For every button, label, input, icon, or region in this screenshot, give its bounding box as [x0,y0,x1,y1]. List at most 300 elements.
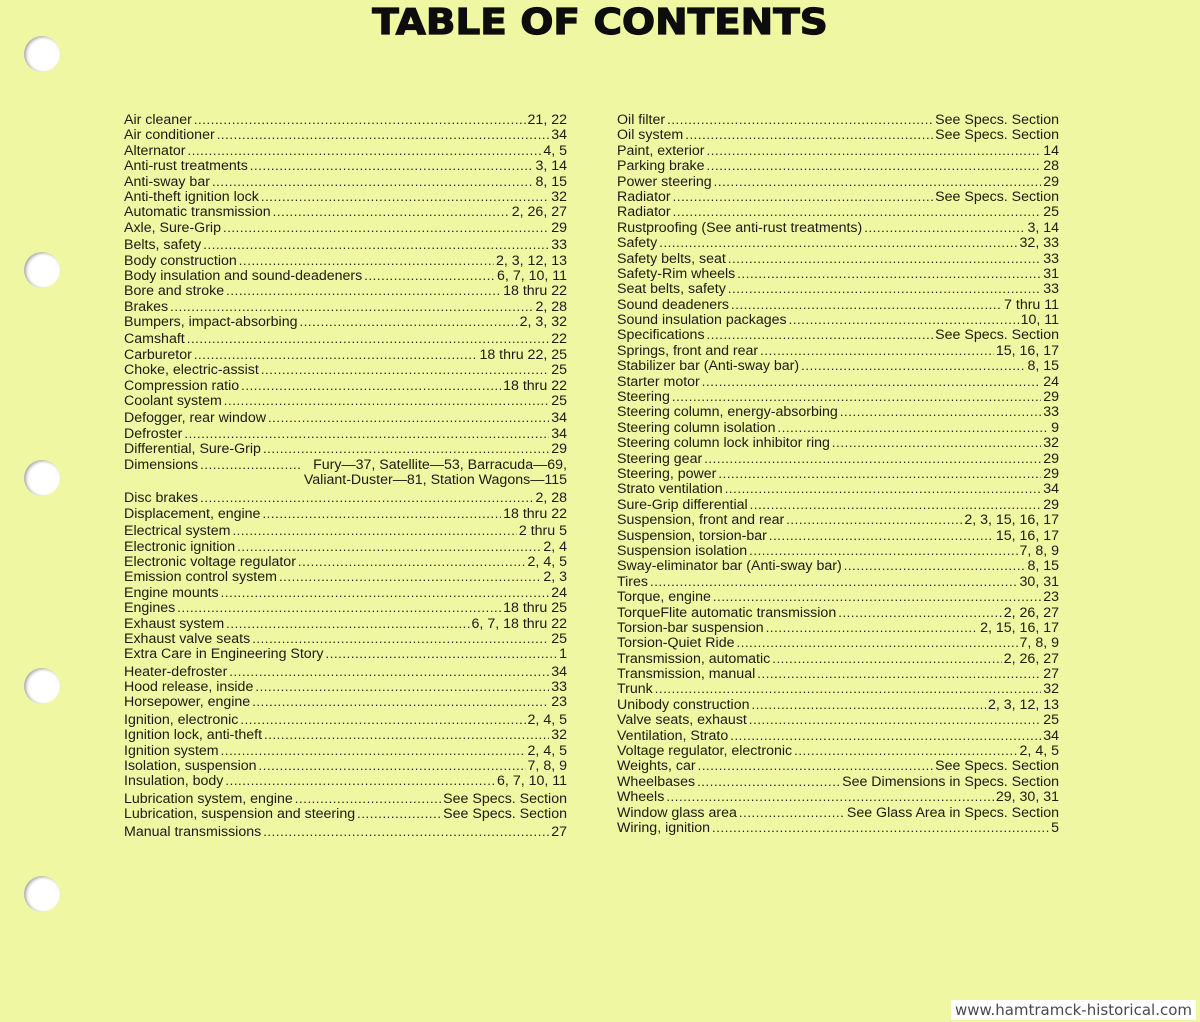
index-entry-label: Sound deadeners [617,296,730,313]
index-entry-label: Safety [617,235,658,252]
index-entry-label: Disc brakes [124,490,199,507]
index-entry-label: Ignition lock, anti-theft [124,727,263,744]
index-entry [617,127,1059,142]
dot-leader [757,666,1041,681]
dot-leader [766,620,978,635]
index-entry [124,378,567,393]
index-entry-pages: 25 [551,362,567,379]
dot-leader [357,806,441,821]
index-entry [617,758,1059,773]
index-entry [124,712,567,727]
index-entry-label: Anti-sway bar [124,173,210,190]
index-entry-label: Transmission, automatic [617,650,771,667]
index-entry-pages: 33 [1043,281,1059,298]
index-entry-pages: 23 [1043,589,1059,606]
index-entry-label: Window glass area [617,804,737,821]
dot-leader [650,574,1018,589]
dot-leader [188,143,542,158]
index-entry [124,824,567,839]
index-entry [617,327,1059,342]
dot-leader [725,481,1042,496]
index-entry-pages: 18 thru 22 [503,505,567,522]
index-entry-label: Body construction [124,252,237,269]
index-entry-pages: 15, 16, 17 [995,342,1059,359]
index-entry [617,697,1059,712]
dot-leader [239,253,494,268]
index-entry-label: Lubrication system, engine [124,790,293,807]
dot-leader [295,791,441,806]
index-entry [617,543,1059,558]
dot-leader [666,789,994,804]
page-title: TABLE OF CONTENTS [372,2,828,43]
index-entry-pages: See Specs. Section [935,327,1059,344]
dot-leader [772,651,1002,666]
dot-leader [221,585,550,600]
dot-leader [225,773,495,788]
index-entry-pages: 33 [1043,404,1059,421]
index-entry [617,235,1059,250]
index-entry-pages: 24 [1043,373,1059,390]
index-entry-pages: 6, 7, 18 thru 22 [471,615,567,632]
index-entry [124,539,567,554]
index-entry-label: Torsion-bar suspension [617,619,764,636]
index-entry [124,158,567,173]
index-entry-pages: 2, 3, 15, 16, 17 [964,512,1059,529]
dot-leader [697,774,840,789]
index-entry-label: Steering column lock inhibitor ring [617,435,830,452]
index-entry-label: Trunk [617,681,653,698]
index-entry [124,631,567,646]
index-entry-pages: 29 [1043,173,1059,190]
index-entry-pages: See Glass Area in Specs. Section [846,804,1059,821]
index-entry-pages: 31 [1043,265,1059,282]
dot-leader [263,824,549,839]
index-entry [124,362,567,377]
index-entry-label: Oil system [617,127,684,144]
index-entry-label: Suspension, front and rear [617,512,785,529]
dot-leader [226,283,501,298]
index-entry-label: Bumpers, impact-absorbing [124,314,298,331]
index-entry-pages: See Dimensions in Specs. Section [842,773,1059,790]
index-entry-label: Torque, engine [617,589,711,606]
index-entry [124,585,567,600]
index-entry-label: Oil filter [617,112,666,128]
dot-leader [250,158,534,173]
index-entry [617,466,1059,481]
index-entry-pages: See Specs. Section [935,112,1059,128]
index-column-right [617,112,1059,835]
dot-leader [750,497,1042,512]
dot-leader [778,420,1050,435]
index-entry [124,426,567,441]
dot-leader [730,728,1041,743]
index-entry-pages: 29 [551,219,567,236]
dot-leader [273,204,510,219]
index-entry-label: Parking brake [617,158,705,175]
dot-leader [659,235,1017,250]
index-entry [617,743,1059,758]
index-entry [617,558,1059,573]
index-entry-label: Suspension isolation [617,542,748,559]
index-entry-label: Manual transmissions [124,823,262,840]
index-entry-pages: 28 [1043,158,1059,175]
index-entry-pages: 29 [1043,389,1059,406]
dot-leader [223,220,549,235]
index-entry-pages: 34 [551,127,567,144]
index-entry-label: Radiator [617,188,671,205]
index-entry-label: Exhaust valve seats [124,630,251,647]
index-entry [124,283,567,298]
index-entry-pages: 2, 4, 5 [1019,743,1059,760]
index-entry-pages: 7 thru 11 [1004,296,1059,313]
index-entry-label: Wheels [617,789,665,806]
index-entry-label: Dimensions [124,456,199,473]
index-entry [617,574,1059,589]
index-entry [124,616,567,631]
index-entry-pages: 7, 8, 9 [1019,542,1059,559]
index-entry [124,569,567,584]
index-entry [617,358,1059,373]
dot-leader [268,410,549,425]
index-entry-label: Bore and stroke [124,283,225,300]
index-entry-pages: 29, 30, 31 [995,789,1059,806]
index-entry-pages: 3, 14 [1027,219,1059,236]
index-entry [124,268,567,283]
index-entry-pages: 14 [1043,142,1059,159]
dot-leader [752,697,987,712]
index-entry-label: Coolant system [124,393,222,410]
index-entry [617,589,1059,604]
index-entry [617,143,1059,158]
dot-leader [769,528,994,543]
index-entry [617,651,1059,666]
index-entry [124,664,567,679]
index-entry [617,820,1059,835]
index-entry-label: Transmission, manual [617,666,756,683]
index-entry-pages: 6, 7, 10, 11 [497,773,567,790]
index-entry [617,774,1059,789]
index-entry-pages: 9 [1051,419,1059,436]
index-entry-label: Rustproofing (See anti-rust treatments) [617,219,863,236]
dot-leader [838,605,1002,620]
index-entry-label: Extra Care in Engineering Story [124,646,324,663]
index-entry-label: Emission control system [124,569,277,586]
index-entry [617,681,1059,696]
index-entry-pages: 2, 28 [535,490,567,507]
dot-leader [844,558,1026,573]
index-entry-label: Alternator [124,142,186,159]
dot-leader [221,743,526,758]
dot-leader [298,554,526,569]
index-entry [617,112,1059,127]
index-entry [124,773,567,788]
index-entry [617,435,1059,450]
index-entry-pages: 18 thru 22 [503,377,567,394]
index-entry-pages: 2, 4, 5 [527,711,567,728]
index-entry-label: Weights, car [617,758,696,775]
index-entry-label: Suspension, torsion-bar [617,527,767,544]
index-entry [617,158,1059,173]
index-entry-label: Wiring, ignition [617,819,711,836]
index-entry [124,127,567,142]
index-entry-pages: 8, 15 [1027,358,1059,375]
index-entry-label: Brakes [124,298,169,315]
index-entry-label: Electronic ignition [124,538,236,555]
index-entry-label: Unibody construction [617,696,750,713]
index-entry-pages: 18 thru 22, 25 [479,346,567,363]
dot-leader [673,204,1042,219]
index-entry-pages: See Specs. Section [935,758,1059,775]
dot-leader [217,127,550,142]
index-entry-label: Horsepower, engine [124,694,251,711]
index-entry-label: Axle, Sure-Grip [124,219,221,236]
index-entry [617,343,1059,358]
index-entry [124,441,567,456]
index-entry-pages: 33 [1043,250,1059,267]
index-entry [124,347,567,362]
index-entry [617,404,1059,419]
dot-leader [203,237,549,252]
dot-leader [240,712,525,727]
index-entry [124,791,567,806]
index-entry-pages: 29 [1043,496,1059,513]
index-entry [124,143,567,158]
dot-leader [707,327,934,342]
index-entry-label: Tires [617,573,649,590]
index-entry [124,220,567,235]
dot-leader [749,543,1017,558]
index-entry-label: Sure-Grip differential [617,496,748,513]
dot-leader [261,189,549,204]
index-entry [617,312,1059,327]
index-entry [124,457,567,489]
index-entry-label: Valve seats, exhaust [617,712,747,729]
index-entry-pages: 2, 3 [543,569,567,586]
dot-leader [713,589,1041,604]
dot-leader [252,694,549,709]
index-entry [124,743,567,758]
index-entry-pages: 33 [551,679,567,696]
index-entry [617,420,1059,435]
index-entry-pages: 3, 14 [535,158,567,175]
index-entry [124,523,567,538]
dot-leader [212,174,533,189]
index-entry [617,374,1059,389]
dot-leader [832,435,1041,450]
index-entry-pages: 32, 33 [1019,235,1059,252]
index-entry-label: Air cleaner [124,112,192,128]
index-entry [124,646,567,661]
index-entry [617,281,1059,296]
index-entry [617,789,1059,804]
dot-leader [749,712,1041,727]
dot-leader [170,299,533,314]
index-entry [124,112,567,127]
dot-leader [728,281,1041,296]
binder-hole [24,876,60,912]
dot-leader [667,112,933,127]
index-entry-label: Stabilizer bar (Anti-sway bar) [617,358,800,375]
index-entry-pages: See Specs. Section [443,790,567,807]
dot-leader [714,174,1042,189]
index-entry-label: TorqueFlite automatic transmission [617,604,837,621]
index-entry-label: Anti-rust treatments [124,158,248,175]
index-entry-pages: 29 [1043,450,1059,467]
index-entry [124,679,567,694]
index-entry-label: Defroster [124,425,183,442]
index-entry-label: Camshaft [124,331,185,348]
binder-hole [24,252,60,288]
index-entry [617,204,1059,219]
index-entry [617,497,1059,512]
dot-leader [672,389,1041,404]
index-entry-label: Strato ventilation [617,481,723,498]
index-entry-label: Electronic voltage regulator [124,553,296,570]
dot-leader [177,600,501,615]
dot-leader [760,343,994,358]
index-entry [124,410,567,425]
binder-hole [24,460,60,496]
index-entry [617,666,1059,681]
index-entry-pages: 25 [1043,712,1059,729]
index-entry-label: Safety-Rim wheels [617,265,736,282]
dot-leader [673,189,934,204]
index-entry-label: Sway-eliminator bar (Anti-sway bar) [617,558,842,575]
index-entry [124,694,567,709]
index-entry-pages: 7, 8, 9 [527,758,567,775]
index-entry-label: Springs, front and rear [617,342,759,359]
index-entry-pages: 30, 31 [1019,573,1059,590]
index-entry-label: Isolation, suspension [124,758,257,775]
index-entry-pages: 25 [1043,204,1059,221]
dot-leader [326,646,558,661]
index-entry-pages: 2, 3, 12, 13 [496,252,567,269]
index-entry [124,204,567,219]
index-entry-pages: 18 thru 25 [503,600,567,617]
index-entry [617,451,1059,466]
dot-leader [224,393,549,408]
index-entry-label: Insulation, body [124,773,224,790]
index-entry-label: Electrical system [124,523,231,540]
dot-leader [259,758,526,773]
index-entry-pages: 32 [551,727,567,744]
index-entry [124,490,567,505]
index-entry-pages-line: Fury—37, Satellite—53, Barracuda—69, [313,456,567,473]
index-entry-label: Hood release, inside [124,679,254,696]
index-entry-label: Displacement, engine [124,505,261,522]
index-entry-label: Engine mounts [124,584,219,601]
index-entry-pages: 34 [551,663,567,680]
index-entry-pages: 2, 3, 12, 13 [988,696,1059,713]
index-entry-label: Steering gear [617,450,703,467]
index-entry [124,506,567,521]
dot-leader [364,268,495,283]
index-entry-pages: 2, 4 [543,538,567,555]
index-entry [124,314,567,329]
index-entry [124,189,567,204]
index-entry [617,174,1059,189]
index-entry-label: Differential, Sure-Grip [124,441,261,458]
dot-leader [801,358,1025,373]
dot-leader [737,635,1018,650]
index-entry-label: Voltage regulator, electronic [617,743,793,760]
index-entry-label: Choke, electric-assist [124,362,259,379]
index-entry-pages: 2, 15, 16, 17 [980,619,1059,636]
dot-leader [712,820,1049,835]
index-entry [617,528,1059,543]
dot-leader [252,631,549,646]
index-entry-pages: 4, 5 [543,142,567,159]
dot-leader [707,143,1042,158]
index-entry-pages: 27 [1043,666,1059,683]
dot-leader [229,664,549,679]
dot-leader [261,362,549,377]
index-entry-pages: 6, 7, 10, 11 [497,267,567,284]
index-entry [617,220,1059,235]
dot-leader [840,404,1041,419]
dot-leader [226,616,469,631]
index-entry [124,554,567,569]
dot-leader [200,490,533,505]
index-entry [617,512,1059,527]
dot-leader [255,679,549,694]
index-entry-label: Safety belts, seat [617,250,726,267]
dot-leader [194,347,478,362]
index-entry [617,728,1059,743]
index-entry-pages: 7, 8, 9 [1019,635,1059,652]
index-entry-label: Power steering [617,173,712,190]
index-entry-label: Steering [617,389,670,406]
index-entry-pages: 15, 16, 17 [995,527,1059,544]
dot-leader [698,758,934,773]
watermark: www.hamtramck-historical.com [951,1000,1196,1020]
dot-leader [718,466,1041,481]
dot-leader [737,266,1041,281]
index-entry-pages: 10, 11 [1020,312,1059,329]
index-entry [124,806,567,821]
dot-leader [299,314,517,329]
index-entry-pages: 8, 15 [535,173,567,190]
index-entry-label: Ventilation, Strato [617,727,729,744]
dot-leader [187,331,550,346]
index-entry-label: Engines [124,600,176,617]
index-entry-pages: 2, 26, 27 [1003,604,1059,621]
index-entry-pages: See Specs. Section [935,127,1059,144]
index-entry [617,266,1059,281]
index-entry-pages: 2, 26, 27 [1003,650,1059,667]
index-entry-label: Ignition system [124,742,219,759]
binder-hole [24,668,60,704]
index-entry-label: Belts, safety [124,237,202,254]
dot-leader [655,681,1041,696]
index-entry-label: Sound insulation packages [617,312,787,329]
index-entry-pages: 8, 15 [1027,558,1059,575]
index-entry-pages: 32 [1043,435,1059,452]
index-entry [124,299,567,314]
index-entry-pages: 34 [551,425,567,442]
index-entry-pages: 29 [1043,465,1059,482]
dot-leader [263,441,549,456]
index-entry [617,805,1059,820]
dot-leader [200,457,302,472]
index-entry-pages: 34 [1043,481,1059,498]
index-entry [617,481,1059,496]
index-entry [617,189,1059,204]
index-entry-label: Torsion-Quiet Ride [617,635,735,652]
index-entry [124,393,567,408]
index-entry [617,620,1059,635]
index-entry [617,389,1059,404]
